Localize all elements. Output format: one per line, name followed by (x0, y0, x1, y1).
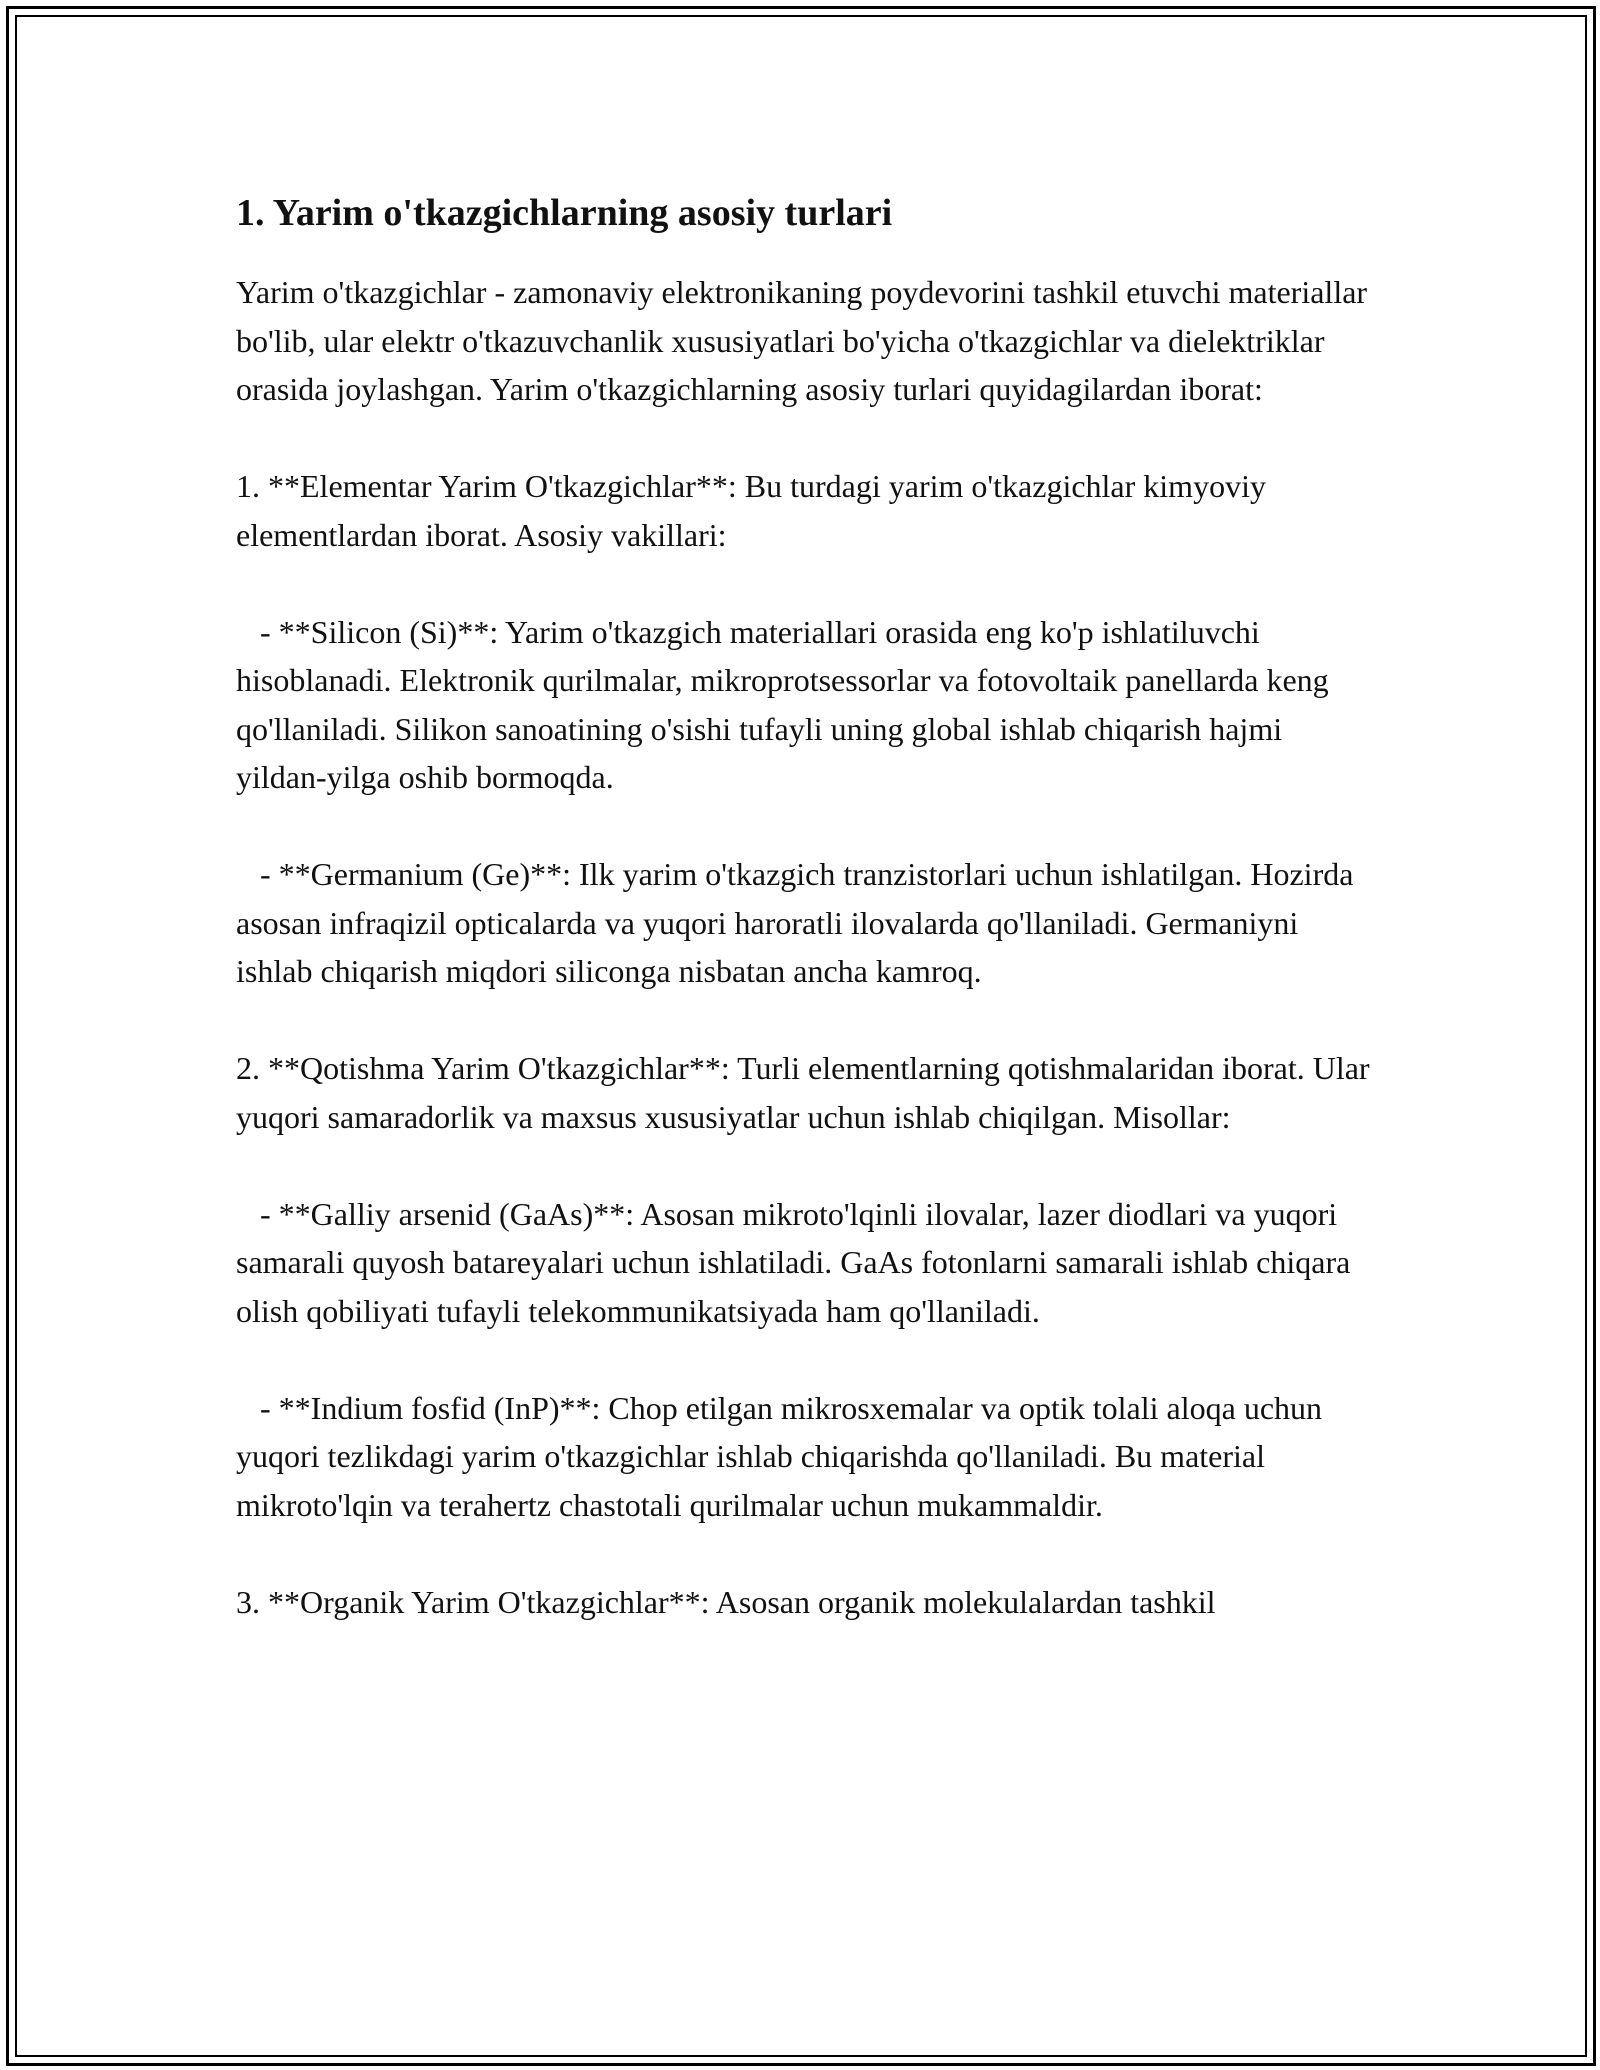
sub-item-germanium: - **Germanium (Ge)**: Ilk yarim o'tkazgich tranzistorlari uchun ishlatilgan. Hozirda asosan infraqizil opticalarda va yuqori haroratli ilovalarda qo'llaniladi. Germaniyni ishlab chiqarish miqdori siliconga nisbatan ancha kamroq. (236, 856, 1362, 989)
sub-item-inp: - **Indium fosfid (InP)**: Chop etilgan mikrosxemalar va optik tolali aloqa uchun yuqori tezlikdagi yarim o'tkazgichlar ishlab chiqarishda qo'llaniladi. Bu material mikroto'lqin va terahertz chastotali qurilmalar uchun mukammaldir. (236, 1389, 1331, 1523)
paragraph-gap (236, 414, 1376, 463)
paragraph-gap (236, 1141, 1376, 1190)
sub-item-gaas: - **Galliy arsenid (GaAs)**: Asosan mikroto'lqinli ilovalar, lazer diodlari va yuqori samarali quyosh batareyalari uchun ishlatiladi. GaAs fotonlarni samarali ishlab chiqara olish qobiliyati tufayli telekommunikatsiyada ham qo'llaniladi. (236, 1195, 1359, 1329)
list-item-organik: 3. **Organik Yarim O'tkazgichlar**: Asosan organik molekulalardan tashkil (236, 1583, 1216, 1620)
intro-paragraph: Yarim o'tkazgichlar - zamonaviy elektronikaning poydevorini tashkil etuvchi materiallar bo'lib, ular elektr o'tkazuvchanlik xususiyatlari bo'yicha o'tkazgichlar va dielektriklar orasida joylashgan. Yarim o'tkazgichlarning asosiy turlari quyidagilardan iborat: (236, 274, 1376, 407)
paragraph-gap (236, 996, 1376, 1045)
paragraph-gap (236, 1335, 1376, 1384)
paragraph-gap (236, 802, 1376, 851)
section-heading: 1. Yarim o'tkazgichlarning asosiy turlari (236, 192, 893, 234)
paragraph-gap (236, 1529, 1376, 1578)
paragraph-gap (236, 559, 1376, 608)
list-item-qotishma: 2. **Qotishma Yarim O'tkazgichlar**: Turli elementlarning qotishmalaridan iborat. Ular yuqori samaradorlik va maxsus xususiyatlar uchun ishlab chiqilgan. Misollar: (236, 1050, 1378, 1135)
list-item-elementar: 1. **Elementar Yarim O'tkazgichlar**: Bu turdagi yarim o'tkazgichlar kimyoviy elementlardan iborat. Asosiy vakillari: (236, 468, 1274, 553)
document-body (236, 186, 1376, 1626)
sub-item-silicon: - **Silicon (Si)**: Yarim o'tkazgich materiallari orasida eng ko'p ishlatiluvchi hisoblanadi. Elektronik qurilmalar, mikroprotsessorlar va fotovoltaik panellarda keng qo'llaniladi. Silikon sanoatining o'sishi tufayli uning global ishlab chiqarish hajmi yildan-yilga oshib bormoqda. (236, 613, 1337, 795)
